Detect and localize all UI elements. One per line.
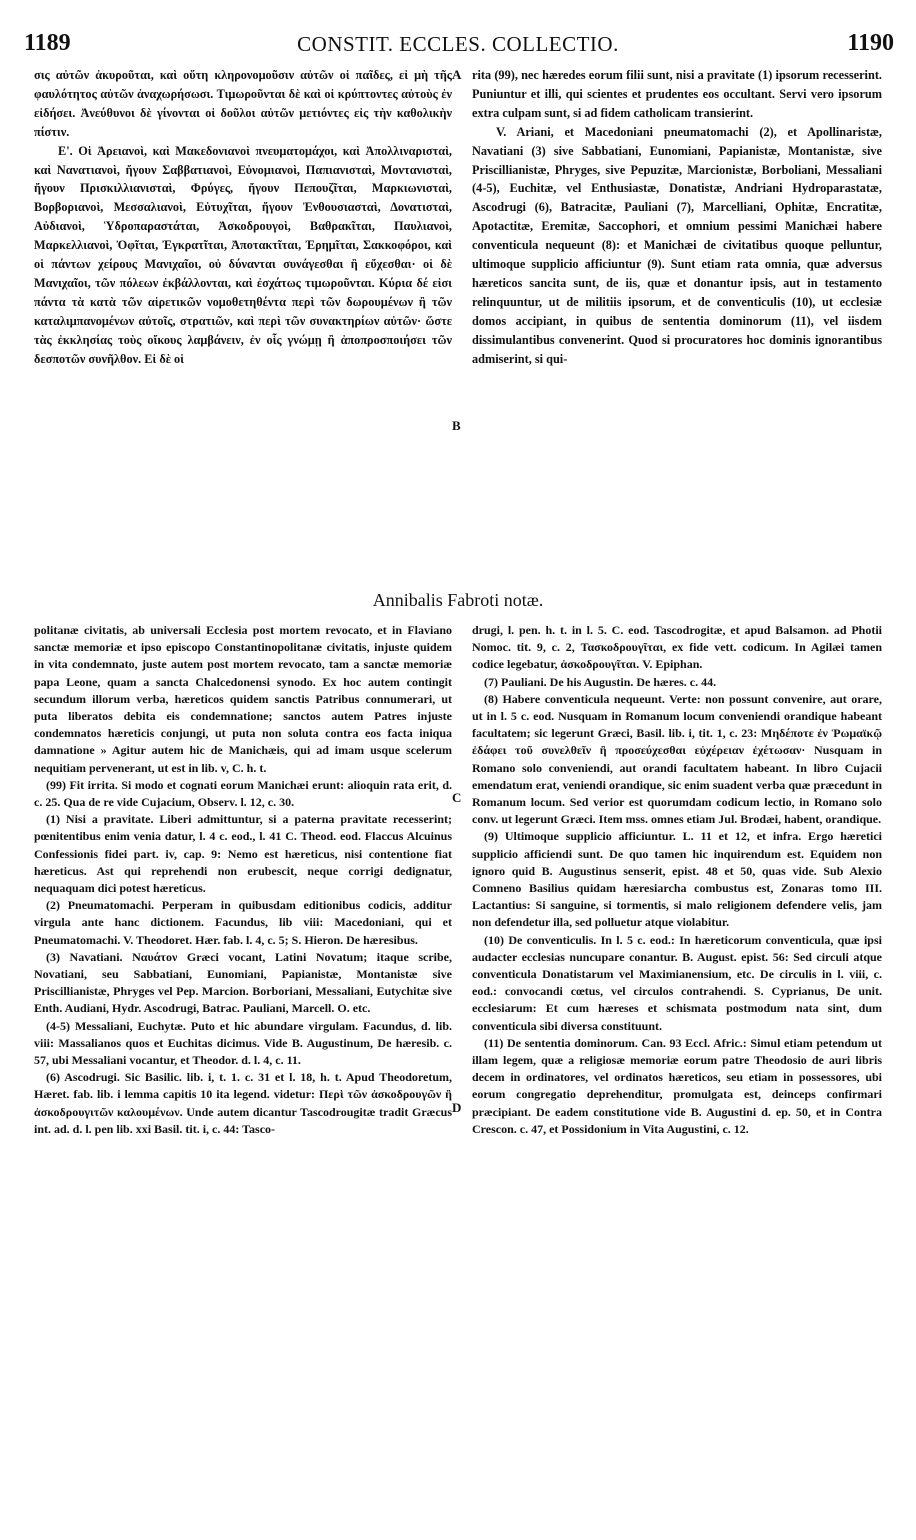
- running-title: CONSTIT. ECCLES. COLLECTIO.: [297, 32, 619, 56]
- note-paragraph: (10) De conventiculis. In l. 5 c. eod.: In hæreticorum conventicula, quæ ipsi audacter ecclesias nuncupare conantur. B. August. epist. 56: Sed circuli atque conventicula Donatistarum vel Maximianensium, etc. De circulis in l. viii, c. eod.: convocandi cœtus, vel circulos contrahendi. S. Cyprianus, De unit. ecclesiarum: Et cum hæreses et schismata postmodum nata sint, dum conventicula sibi diversa constituunt.: [472, 932, 882, 1033]
- greek-text-column: [34, 66, 452, 369]
- note-paragraph: (99) Fit irrita. Si modo et cognati eorum Manichæi erunt: alioquin rata erit, d. c. 25. Qua de re vide Cujacium, Observ. l. 12, c. 30.: [34, 777, 452, 810]
- running-header: [20, 30, 896, 60]
- notes-right-column: [472, 622, 882, 1138]
- page-number-left: 1189: [24, 30, 71, 56]
- note-paragraph: (9) Ultimoque supplicio afficiuntur. L. 11 et 12, et infra. Ergo hæretici supplicio afficiendi sunt. De quo tamen hic inquirendum est. Equidem non ignoro quid B. Augustinus senserit, epist. 48 et 50, quas vide. Sub Alexio Comneno Basilius quidam hæresiarcha combustus est, Zonaras tomo III. Lactantius: Si sanguine, si tormentis, si malo religionem defendere velis, jam non defendetur illa, sed polluetur atque violabitur.: [472, 829, 882, 930]
- note-paragraph: (3) Navatiani. Ναυάτον Græci vocant, Latini Novatum; itaque scribe, Novatiani, seu Sabbatiani, Eunomiani, Papianistæ, Montanistæ sive Priscillianistæ, Phryges vel Pep. Marcion. Borboriani, Messaliani, Eutychitæ sive Enth. Audiani, Hydr. Ascodrugi, Batrac. Pauliani, Marcell. O. etc.: [34, 949, 452, 1016]
- margin-letter-d: D: [452, 1100, 462, 1115]
- note-paragraph: (4-5) Messaliani, Euchytæ. Puto et hic abundare virgulam. Facundus, d. lib. viii: Massalianos quos et Euchitas dicimus. Vide B. Augustinum, De hæresib. c. 57, ubi Messaliani vocantur, et Theodor. d. l. 4, c. 11.: [34, 1018, 452, 1068]
- page-number-right: 1190: [847, 30, 894, 56]
- note-paragraph: politanæ civitatis, ab universali Ecclesia post mortem revocato, et in Flaviano sanctæ memoriæ et ipso episcopo Constantinopolitanæ civitatis, injuste quidem in vita condemnato, juste autem post mortem revocato, tam a sanctæ memoriæ papa Leone, quam a sancta Chalcedonensi synodo. Ex hoc autem contingit secundum illorum verba, hæreticos quidem sanctis Patribus connumerari, ut puta liberatos debita eis condemnatione; sanctos autem Patres injuste condemnatos hæreticis conjungi, ut puta non soluta contra eos facta iniqua damnatione » Agitur autem hic de Manichæis, qui ad imam usque scelerum nequitiam pervenerant, ut est in lib. v, C. h. t.: [34, 623, 452, 775]
- notes-left-column: [34, 622, 452, 1138]
- margin-letter-a: A: [452, 67, 462, 82]
- note-paragraph: (2) Pneumatomachi. Perperam in quibusdam editionibus codicis, additur virgula ante hanc dictionem. Facundus, lib viii: Macedoniani, qui et Pneumatomachi. V. Theodoret. Hær. fab. l. 4, c. 5; S. Hieron. De hæresibus.: [34, 898, 452, 947]
- notes-heading: Annibalis Fabroti notæ.: [372, 590, 544, 610]
- latin-text-column: [472, 66, 882, 369]
- note-paragraph: (6) Ascodrugi. Sic Basilic. lib. i, t. 1. c. 31 et l. 18, h. t. Apud Theodoretum, Hæret. fab. lib. i lemma capitis 10 ita legend. videtur: Περὶ τῶν ἀσκοδρουγῶν ἢ ἀσκοδρουγιτῶν καλουμένων. Unde autem dicantur Tascodrougitæ tradit Græcus int. ad. d. l. pen lib. xxi Basil. tit. i, c. 44: Tasco-: [34, 1070, 452, 1136]
- latin-paragraph: rita (99), nec hæredes eorum filii sunt, nisi a pravitate (1) ipsorum recesserint. Puniuntur et illi, qui scientes et prudentes eos occultant. Servi vero ipsorum extra culpam sunt, si ad fidem catholicam transierint.: [472, 68, 882, 120]
- margin-letter-c: C: [452, 790, 462, 805]
- note-paragraph: drugi, l. pen. h. t. in l. 5. C. eod. Tascodrogitæ, et apud Balsamon. ad Photii Nomoc. tit. 9, c. 2, Τασκοδρουγῖται, ex fide vett. codicum. In Agilæi tamen codice legebatur, ἀσκοδρουγῖται. V. Epiphan.: [472, 623, 882, 672]
- note-paragraph: (11) De sententia dominorum. Can. 93 Eccl. Afric.: Simul etiam petendum ut illam legem, quæ a religiosæ memoriæ eorum patre Theodosio de auri libris decem in ordinatores, vel ordinatos hæreticos, seu etiam in possessores, ubi eorum congregatio deprehenditur, promulgata est, deinceps confirmari præcipiant. De eadem constitutione vide B. Augustini d. ep. 50, et in Contra Crescon. c. 47, et Possidonium in Vita Augustini, c. 12.: [472, 1035, 882, 1136]
- margin-letter-b: B: [452, 418, 461, 433]
- note-paragraph: (8) Habere conventicula nequeunt. Verte: non possunt convenire, aut orare, ut in l. 5 c. eod. Nusquam in Romanum locum conveniendi orandique habeant facultatem; sic legerunt Græci, Basil. lib. i, tit. 1, c. 23: Μηδέποτε ἐν Ῥωμαϊκῷ ἐδάφει τοῦ συνελθεῖν ἢ προσεύχεσθαι εὐχέρειαν ἐχέτωσαν· Nusquam in Romano solo conveniendi, aut orandi facultatem habeant. In libro Cujacii emendatum erat, veniendi orandique, sic enim suadent verba quæ præcedunt in Romanum locum. Sed verior est quorumdam codicum lectio, in Romano solo conv. ut legerunt Græci. Item mss. omnes etiam Jul. Brodæi, habent, orandique.: [472, 691, 882, 827]
- greek-paragraph: σις αὐτῶν ἀκυροῦται, καὶ οὕτη κληρονομοῦσιν αὐτῶν οἱ παῖδες, εἰ μὴ τῆς φαυλότητος αὐτῶν ἀναχωρήσωσι. Τιμωροῦνται δὲ καὶ οἱ κρύπτοντες αὐτοὺς ἐν εἰδήσει. Ἀνεύθυνοι δὲ γίνονται οἱ δοῦλοι αὐτῶν μετιόντες εἰς τὴν καθολικὴν πίστιν.: [34, 68, 452, 139]
- latin-paragraph: V. Ariani, et Macedoniani pneumatomachi (2), et Apollinaristæ, Navatiani (3) sive Sabbatiani, Eunomiani, Papianistæ, Montanistæ, sive Priscillianistæ, Phryges, sive Pepuzitæ, Marcionistæ, Borboliani, Messaliani (4-5), Euchitæ, vel Enthusiastæ, Donatistæ, Andriani Hydroparastatæ, Ascodrugi (6), Batracitæ, Pauliani (7), Marcelliani, Ophitæ, Encratitæ, Apotactitæ, Eremitæ, Saccophori, et omnium pessimi Manichæi habere conventicula nequeunt (8): et Manichæi de civitatibus quoque pelluntur, ultimoque supplicio afficiuntur (9). Sunt etiam rata omnia, quæ adversus hæreticos sancita sunt, de iis, quæ et donantur ipsis, aut in testamento relinquuntur, ut de militiis ipsorum, et de conventiculis (10), ut ecclesiæ domos accipiant, in quibus de sententia dominorum (11), vel iisdem dissimulantibus convenerint. Quod si procuratores hoc dominis ignorantibus admiserint, si qui-: [472, 124, 882, 366]
- greek-paragraph: Ε'. Οἱ Ἀρειανοὶ, καὶ Μακεδονιανοὶ πνευματομάχοι, καὶ Ἀπολλιναρισταὶ, καὶ Νανατιανοὶ, ἤγουν Σαββατιανοὶ, Εὐνομιανοὶ, Παπιανισταὶ, Μοντανισταὶ, ἤγουν Πρισκιλλιανισταὶ, Φρύγες, ἤγουν Πεπουζῖται, Μαρκιωνισταὶ, Βορβοριανοὶ, Μεσσαλιανοὶ, Εὐτυχῖται, ἤγουν Ἐνθουσιασταὶ, Δονατισταὶ, Αὐδιανοὶ, Ὑδροπαραστάται, Ἀσκοδρουγοὶ, Βαθρακῖται, Παυλιανοὶ, Μαρκελλιανοὶ, Ὀφῖται, Ἐγκρατῖται, Ἀποτακτῖται, Ἐρημῖται, Σακκοφόροι, καὶ οἱ πάντων χείρους Μανιχαῖοι, οὐ δύνανται συνάγεσθαι ἢ εὔχεσθαι· οἱ δὲ Μανιχαῖοι, τῶν πόλεων ἐκβάλλονται, καὶ ἐσχάτως τιμωροῦνται. Κύρια δέ εἰσι πάντα τὰ κατὰ τῶν αἱρετικῶν νομοθετηθέντα περὶ τῶν δωρουμένων ἢ τῶν καταλιμπανομένων αὐτοῖς, στρατιῶν, καὶ περὶ τῶν συνακτηρίων αὐτῶν· ὥστε τὰς ἐκκλησίας τοὺς οἴκους λαμβάνειν, ἐν οἷς γνώμῃ ἢ ἀποπροσποιήσει τῶν δεσποτῶν συνῆλθον. Εἰ δὲ οἱ: [34, 143, 452, 366]
- note-paragraph: (7) Pauliani. De his Augustin. De hæres. c. 44.: [484, 674, 717, 689]
- note-paragraph: (1) Nisi a pravitate. Liberi admittuntur, si a paterna pravitate recesserint; pœnitentibus enim venia datur, l. 4 c. eod., l. 41 C. Theod. eod. Flaccus Alcuinus Confessionis fidei part. iv, cap. 9: Nemo est hæreticus, nisi contentione fiat hæreticus. Ast qui reprehendi non erubescit, neque corrigi dedignatur, nequaquam dici potest hæreticus.: [34, 812, 452, 896]
